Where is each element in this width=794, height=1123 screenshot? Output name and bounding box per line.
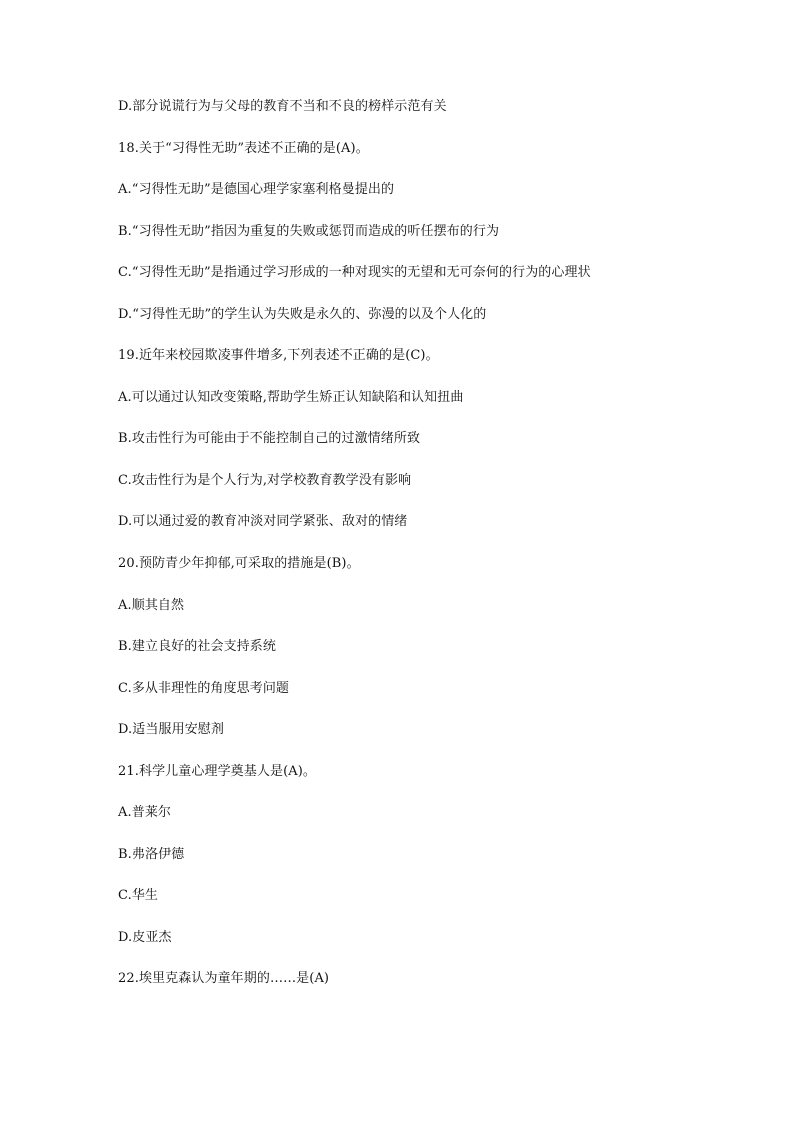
question-21: 21.科学儿童心理学奠基人是(A)。 [118,764,317,779]
option-b-q19: B.攻击性行为可能由于不能控制自己的过激情绪所致 [118,431,421,446]
question-22: 22.埃里克森认为童年期的……是(A) [118,971,330,986]
question-18: 18.关于“习得性无助”表述不正确的是(A)。 [118,141,369,156]
option-a-q18: A.“习得性无助”是德国心理学家塞利格曼提出的 [118,182,395,197]
question-20: 20.预防青少年抑郁,可采取的措施是(B)。 [118,556,360,571]
option-b-q21: B.弗洛伊德 [118,847,185,862]
question-19: 19.近年来校园欺凌事件增多,下列表述不正确的是(C)。 [118,348,439,363]
option-c-q20: C.多从非理性的角度思考问题 [118,681,290,696]
option-b-q18: B.“习得性无助”指因为重复的失败或惩罚而造成的听任摆布的行为 [118,224,500,239]
option-a-q20: A.顺其自然 [118,598,185,613]
option-c-q18: C.“习得性无助”是指通过学习形成的一种对现实的无望和无可奈何的行为的心理状 [118,265,591,280]
option-d-q18: D.“习得性无助”的学生认为失败是永久的、弥漫的以及个人化的 [118,307,487,322]
option-d-q17: D.部分说谎行为与父母的教育不当和不良的榜样示范有关 [118,99,447,114]
option-a-q21: A.普莱尔 [118,805,172,820]
option-c-q21: C.华生 [118,888,159,903]
option-c-q19: C.攻击性行为是个人行为,对学校教育教学没有影响 [118,473,412,488]
option-a-q19: A.可以通过认知改变策略,帮助学生矫正认知缺陷和认知扭曲 [118,390,464,405]
option-d-q21: D.皮亚杰 [118,930,172,945]
option-b-q20: B.建立良好的社会支持系统 [118,639,276,654]
option-d-q20: D.适当服用安慰剂 [118,722,224,737]
option-d-q19: D.可以通过爱的教育冲淡对同学紧张、敌对的情绪 [118,514,408,529]
